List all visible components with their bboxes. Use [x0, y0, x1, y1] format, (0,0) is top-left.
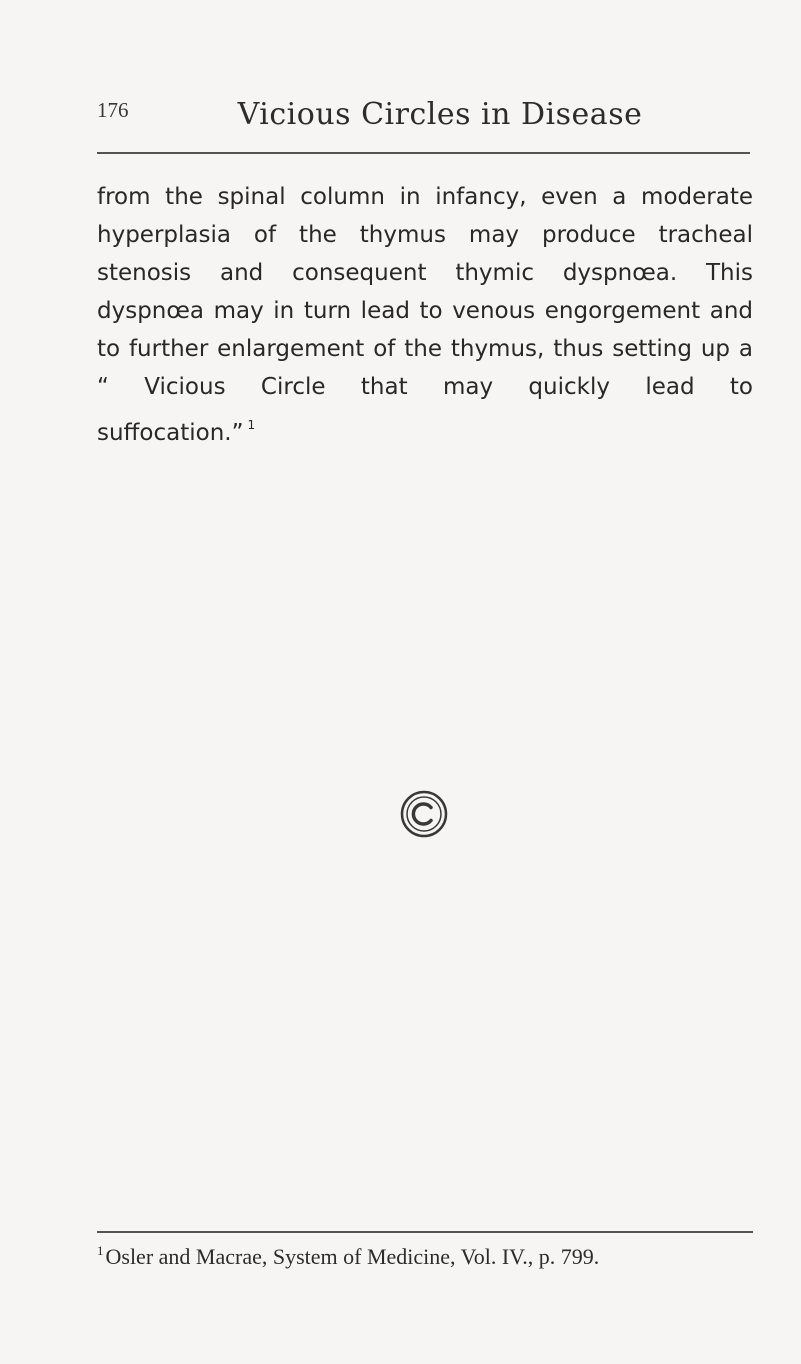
body-line-1: from the spinal column in infancy, even a moderate: [97, 184, 753, 210]
header-rule: [97, 152, 750, 154]
body-line-4: dyspnœa may in turn lead to venous engorgement: [97, 298, 701, 324]
footnote-marker: 1: [247, 418, 256, 432]
page-number: 176: [97, 98, 129, 122]
footnote-rule: [97, 1231, 753, 1233]
body-line-3: stenosis and consequent thymic dyspnœa. This: [97, 260, 753, 286]
body-line-7: suffocation.”: [97, 420, 244, 446]
body-line-6: up a “ Vicious Circle that may quickly lead to: [97, 336, 753, 400]
body-paragraph: [97, 178, 753, 452]
body-line-5: and to further enlargement of the thymus, thus setting: [97, 298, 754, 362]
copyright-icon: [399, 789, 449, 839]
footnote: [97, 1243, 753, 1270]
body-last-line: [97, 406, 753, 452]
footnote-text: Osler and Macrae, System of Medicine, Vol. IV., p. 799.: [105, 1244, 600, 1269]
body-line-2: hyperplasia of the thymus may produce tracheal: [97, 222, 753, 248]
running-title: Vicious Circles in Disease: [237, 97, 643, 132]
footnote-number: 1: [97, 1243, 104, 1258]
